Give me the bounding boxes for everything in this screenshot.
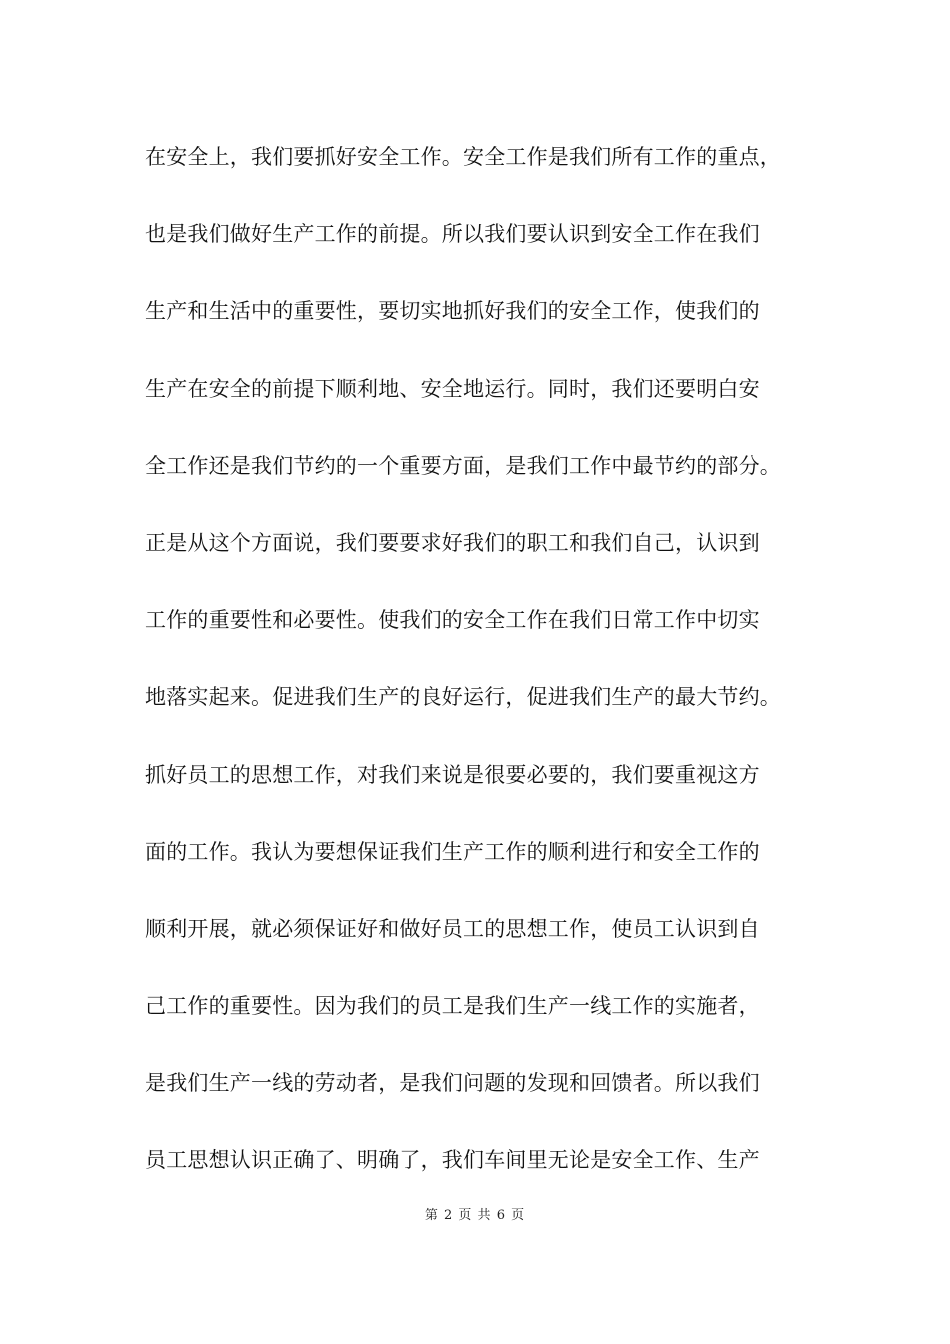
- text-line: 地落实起来。促进我们生产的良好运行，促进我们生产的最大节约。: [145, 685, 781, 710]
- page-number-footer: 第 2 页 共 6 页: [424, 1208, 526, 1223]
- text-line: 正是从这个方面说，我们要要求好我们的职工和我们自己，认识到: [145, 530, 760, 555]
- text-line: 全工作还是我们节约的一个重要方面，是我们工作中最节约的部分。: [145, 453, 781, 478]
- text-line: 己工作的重要性。因为我们的员工是我们生产一线工作的实施者，: [145, 994, 760, 1019]
- text-line: 生产在安全的前提下顺利地、安全地运行。同时，我们还要明白安: [145, 376, 760, 401]
- text-line: 生产和生活中的重要性，要切实地抓好我们的安全工作，使我们的: [145, 299, 760, 324]
- text-line: 面的工作。我认为要想保证我们生产工作的顺利进行和安全工作的: [145, 839, 760, 864]
- text-line: 员工思想认识正确了、明确了，我们车间里无论是安全工作、生产: [145, 1148, 760, 1173]
- text-line: 在安全上，我们要抓好安全工作。安全工作是我们所有工作的重点，: [145, 145, 781, 169]
- text-line: 工作的重要性和必要性。使我们的安全工作在我们日常工作中切实: [145, 608, 760, 633]
- body-text: [145, 133, 835, 1214]
- text-line: 抓好员工的思想工作，对我们来说是很要必要的，我们要重视这方: [145, 762, 760, 787]
- text-line: 是我们生产一线的劳动者，是我们问题的发现和回馈者。所以我们: [145, 1071, 760, 1096]
- text-line: 也是我们做好生产工作的前提。所以我们要认识到安全工作在我们: [145, 222, 760, 247]
- text-line: 顺利开展，就必须保证好和做好员工的思想工作，使员工认识到自: [145, 916, 760, 941]
